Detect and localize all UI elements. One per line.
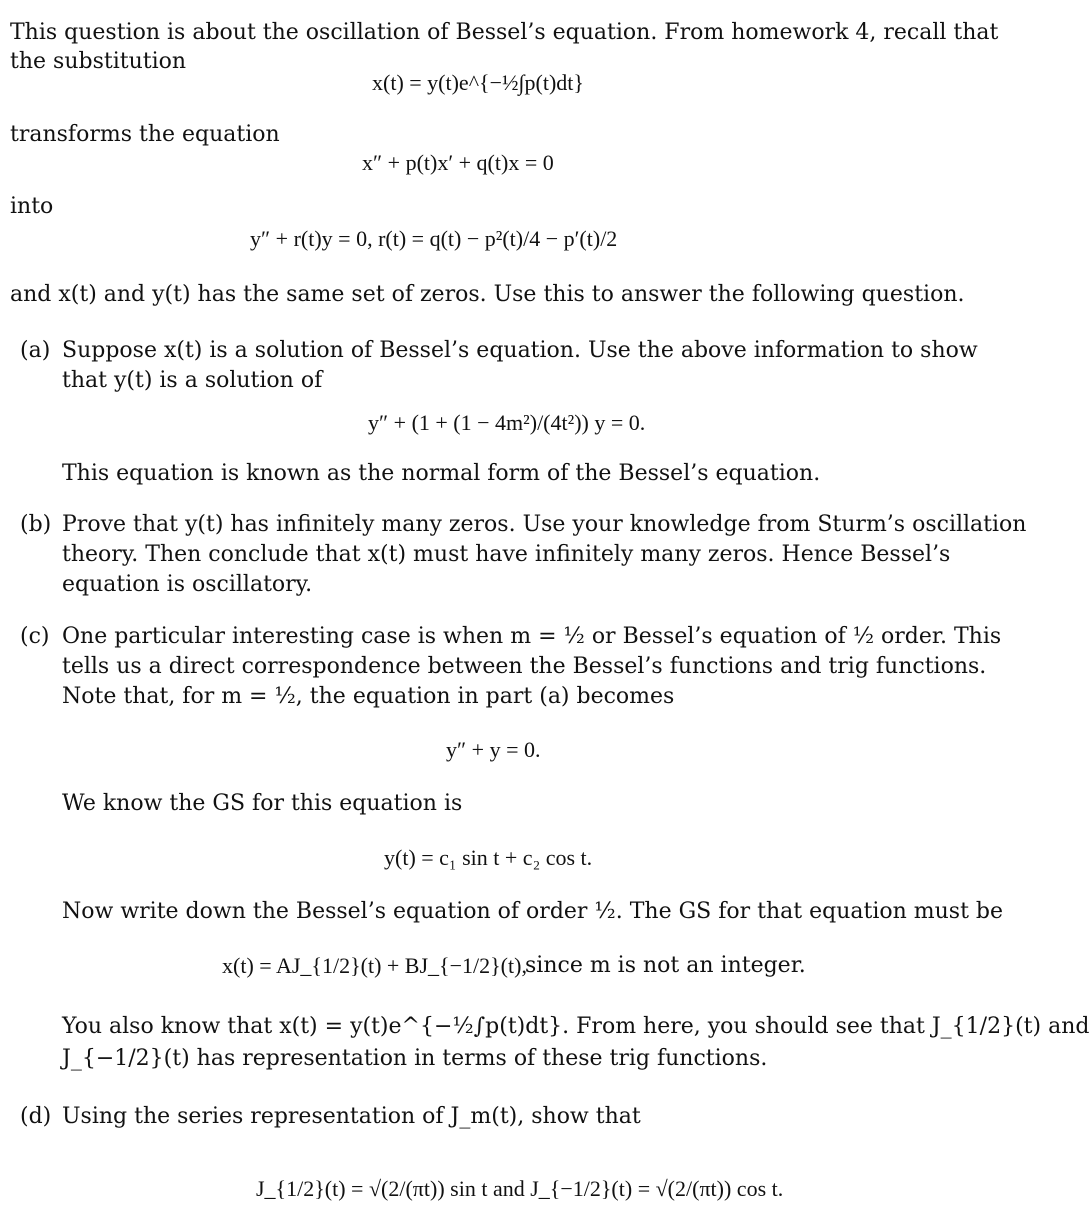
part-c-gs-intro: We know the GS for this equation is — [62, 791, 463, 816]
equation-1: x″ + p(t)x′ + q(t)x = 0 — [362, 150, 554, 175]
part-c-equation-3-note: since m is not an integer. — [525, 953, 806, 978]
part-c-final-line-1: You also know that x(t) = y(t)e^{−½∫p(t)dt}. From here, you should see that J_{1/2}(t) and — [62, 1014, 1089, 1039]
part-c-equation-1: y″ + y = 0. — [446, 737, 541, 762]
part-c-line-2: tells us a direct correspondence between the Bessel’s functions and trig functions. — [62, 654, 987, 679]
part-c-label: (c) — [20, 624, 50, 649]
part-c-equation-3: x(t) = AJ_{1/2}(t) + BJ_{−1/2}(t), — [222, 953, 527, 978]
part-a-label: (a) — [20, 338, 51, 363]
part-c-equation-2: y(t) = c₁ sin t + c₂ cos t. — [384, 845, 593, 870]
equation-2: y″ + r(t)y = 0, r(t) = q(t) − p²(t)/4 − p′(t)/2 — [250, 226, 618, 251]
part-c-final-line-2: J_{−1/2}(t) has representation in terms of these trig functions. — [62, 1046, 768, 1071]
part-a-line-1: Suppose x(t) is a solution of Bessel’s equation. Use the above information to show — [62, 338, 978, 363]
into-text: into — [10, 194, 54, 219]
part-c-order-line: Now write down the Bessel’s equation of order ½. The GS for that equation must be — [62, 899, 1004, 924]
intro-conclusion: and x(t) and y(t) has the same set of zeros. Use this to answer the following question. — [10, 282, 965, 307]
part-c-line-3: Note that, for m = ½, the equation in part (a) becomes — [62, 684, 675, 709]
substitution-equation: x(t) = y(t)e^{−½∫p(t)dt} — [372, 70, 584, 95]
part-c-line-1: One particular interesting case is when m = ½ or Bessel’s equation of ½ order. This — [62, 624, 1002, 649]
part-b-line-3: equation is oscillatory. — [62, 572, 313, 597]
part-d-equation: J_{1/2}(t) = √(2/(πt)) sin t and J_{−1/2}(t) = √(2/(πt)) cos t. — [256, 1176, 784, 1201]
normal-form-equation: y″ + (1 + (1 − 4m²)/(4t²)) y = 0. — [368, 410, 646, 435]
part-d-line-1: Using the series representation of J_m(t), show that — [62, 1104, 641, 1129]
part-b-line-1: Prove that y(t) has infinitely many zeros. Use your knowledge from Sturm’s oscillation — [62, 512, 1027, 537]
transforms-text: transforms the equation — [10, 122, 280, 147]
part-b-label: (b) — [20, 512, 52, 537]
part-a-note: This equation is known as the normal form of the Bessel’s equation. — [62, 461, 821, 486]
part-b-line-2: theory. Then conclude that x(t) must have infinitely many zeros. Hence Bessel’s — [62, 542, 951, 567]
intro-line-1: This question is about the oscillation of Bessel’s equation. From homework 4, recall that — [10, 20, 999, 45]
part-a-line-2: that y(t) is a solution of — [62, 368, 323, 393]
part-d-label: (d) — [20, 1104, 52, 1129]
intro-line-2: the substitution — [10, 49, 187, 74]
